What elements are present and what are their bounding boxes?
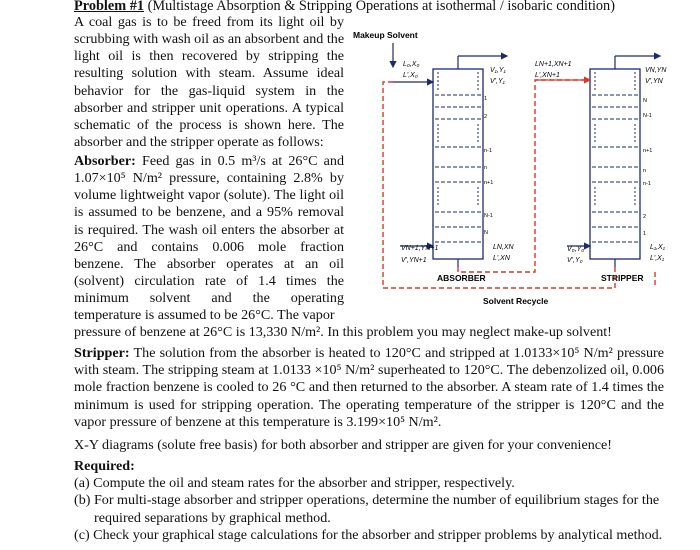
required-item: (a) Compute the oil and steam rates for the absorber and stripper, respectively. — [74, 475, 515, 492]
absorber-label: ABSORBER — [437, 273, 486, 283]
absorber-line: Absorber: Feed gas in 0.5 m³/s at 26°C and — [74, 153, 344, 169]
intro-line: scrubbing with wash oil as an absorbent and the — [74, 31, 345, 48]
stripper-heading: Stripper: — [74, 345, 130, 361]
abs-top-liquid-in: L₀,X₀ — [403, 61, 420, 68]
str-top-liquid-in: L',XN+1 — [535, 72, 560, 79]
stripper-label: STRIPPER — [601, 273, 644, 283]
stripper-paragraph — [74, 345, 664, 431]
problem-subtitle: (Multistage Absorption & Stripping Operations at isothermal / isobaric condition) — [144, 0, 615, 14]
intro-line: resulting solution with steam. Assume ideal — [74, 65, 344, 82]
required-section — [74, 458, 674, 544]
str-stage-label: n+1 — [643, 148, 653, 154]
required-heading: Required: — [74, 458, 135, 474]
str-top-gas-out: VN,YN — [645, 67, 667, 74]
str-stage-label: 1 — [643, 231, 647, 237]
absorber-line: is required. The wash oil enters the absorber at — [74, 221, 344, 238]
intro-line: absorber and the stripper operate as follows: — [74, 133, 324, 150]
abs-bottom-gas-in: V',YN+1 — [401, 257, 427, 264]
absorber-column — [433, 69, 483, 259]
stripper-line: vapor pressure of benzene at this temperature is 3.199×10⁵ N/m². — [74, 413, 442, 430]
absorber-line: pressure of benzene at 26°C is 13,330 N/m². In this problem you may neglect make-up solvent! — [74, 324, 612, 340]
intro-paragraph — [74, 14, 344, 151]
str-stage-label: n — [643, 168, 647, 174]
str-stage-label: n-1 — [643, 181, 651, 187]
intro-line: behavior for the gas-liquid system in the — [74, 82, 344, 99]
xy-note-text: X-Y diagrams (solute free basis) for both absorber and stripper are given for your convenience! — [74, 437, 612, 453]
absorber-line: is assumed to be benzene, and a 95% removal — [74, 204, 344, 221]
abs-stage-label: n — [484, 165, 488, 171]
abs-stage-label: n+1 — [484, 180, 494, 186]
stripper-line: mole fraction benzene is cooled to 26 °C and then returned to the absorber. A steam rate of 1.4 times the — [74, 379, 664, 396]
abs-bottom-liquid-out: L',XN — [493, 255, 510, 262]
absorber-line: 26°C and contains 0.006 mole fraction — [74, 238, 344, 255]
str-top-gas-out: V',YN — [645, 78, 663, 85]
absorber-line: (solvent) circulation rate of 1.4 times the — [74, 272, 344, 289]
str-bottom-liquid-out: L',X₁ — [650, 255, 665, 262]
abs-top-gas-out: V₁,Y₁ — [490, 67, 506, 74]
absorber-line: temperature is assumed to be 26°C. The vapor — [74, 307, 335, 324]
absorber-heading: Absorber: — [74, 153, 136, 169]
intro-line: absorber and stripper unit operations. A typical — [74, 99, 344, 116]
absorber-line: volume lightweight vapor (solute). The light oil — [74, 187, 344, 204]
stripper-column — [590, 69, 640, 259]
abs-bottom-liquid-out: LN,XN — [493, 244, 514, 251]
intro-line: light oil is then recovered by stripping the — [74, 48, 344, 65]
required-item: required separations by graphical method. — [94, 509, 331, 526]
abs-stage-label: n-1 — [484, 148, 492, 154]
str-top-liquid-in: LN+1,XN+1 — [535, 61, 572, 68]
problem-title — [74, 0, 615, 15]
stripper-trays — [592, 95, 638, 242]
abs-top-gas-out: V',Y₁ — [490, 78, 505, 85]
process-schematic — [345, 22, 675, 312]
str-stage-label: N — [643, 98, 647, 104]
str-bottom-gas-in: V₀,Y₀ — [567, 246, 585, 253]
absorber-line: minimum solvent and the operating — [74, 290, 344, 307]
intro-line: A coal gas is to be freed from its light oil by — [74, 14, 344, 30]
required-item: (c) Check your graphical stage calculations for the absorber and stripper problems by analytical method. — [74, 526, 663, 543]
abs-stage-label: 2 — [484, 114, 488, 120]
stripper-line: Stripper: The solution from the absorber is heated to 120°C and stripped at 1.0133×10⁵ N/m² pressure — [74, 345, 664, 361]
str-stage-label: N-1 — [643, 113, 652, 119]
absorber-trays — [435, 95, 481, 242]
abs-top-liquid-in: L',X₀ — [403, 72, 418, 79]
intro-line: schematic of the process is shown here. The — [74, 116, 344, 133]
absorber-paragraph — [74, 153, 344, 324]
stripper-line: minimum is used for stripping operation. The operating temperature of the stripper is 120°C and the — [74, 396, 664, 413]
stripper-line: with steam. The stripping steam at 1.0133 ×10⁵ N/m² superheated to 120°C. The debenzolized oil, 0.006 — [74, 362, 664, 379]
str-bottom-liquid-out: L₁,X₁ — [650, 244, 665, 251]
abs-stage-label: N-1 — [484, 213, 493, 219]
solvent-recycle-label: Solvent Recycle — [483, 296, 549, 306]
makeup-solvent-label: Makeup Solvent — [353, 30, 418, 40]
required-item: (b) For multi-stage absorber and stripper operations, determine the number of equilibrium stages for the — [74, 492, 660, 509]
absorber-final-line-wrap — [74, 324, 664, 341]
xy-note — [74, 437, 664, 454]
str-stage-label: 2 — [643, 214, 647, 220]
absorber-line: benzene. The absorber operates at an oil — [74, 255, 344, 272]
absorber-line: 1.07×10⁵ N/m² pressure, containing 2.8% by — [74, 170, 344, 187]
abs-bottom-gas-in: VN+1,YN+1 — [401, 245, 439, 252]
abs-stage-label: N — [484, 230, 488, 236]
problem-label: Problem #1 — [74, 0, 145, 14]
str-bottom-gas-in: V',Y₀ — [567, 257, 583, 264]
abs-stage-label: 1 — [484, 96, 488, 102]
